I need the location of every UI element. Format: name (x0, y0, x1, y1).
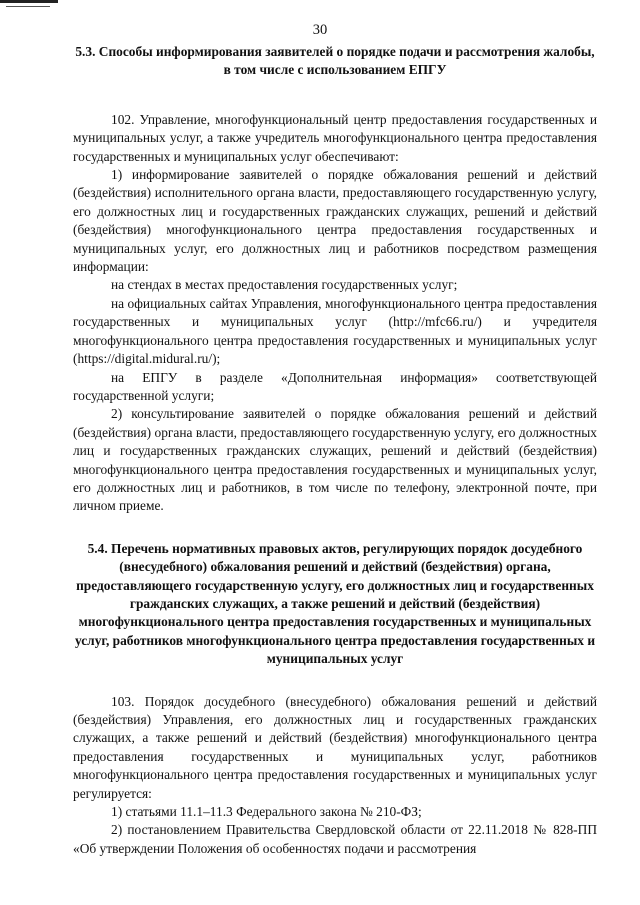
section-5-3-heading: 5.3. Способы информирования заявителей о порядке подачи и рассмотрения жалобы, в том числе с использованием ЕПГУ (75, 44, 595, 78)
paragraph-102-epgu: на ЕПГУ в разделе «Дополнительная информация» соответствующей государственной услуги; (73, 369, 597, 403)
paragraph-102: 102. Управление, многофункциональный центр предоставления государственных и муниципальных услуг, а также учредитель многофункционального центра предоставления государственных и муниципальных услуг обеспечивают: (73, 111, 597, 164)
paragraph-102-item-1: 1) информирование заявителей о порядке обжалования решений и действий (бездействия) исполнительного органа власти, предоставляющего государственную услугу, его должностных лиц и государственных гражданских служащих, решений и действий (бездействия) многофункционального центра предоставления государственных и муниципальных услуг, его должностных лиц и работников посредством размещения информации: (73, 167, 597, 275)
paragraph-102-stands: на стендах в местах предоставления государственных услуг; (111, 277, 458, 293)
scan-corner-mark-line (6, 6, 50, 7)
paragraph-103-item-2: 2) постановлением Правительства Свердловской области от 22.11.2018 № 828-ПП «Об утверждении Положения об особенностях подачи и рассмотрения (73, 822, 597, 856)
section-5-4-heading: 5.4. Перечень нормативных правовых актов, регулирующих порядок досудебного (внесудебного) обжалования решений и действий (бездействия) органа, предоставляющего государственную услугу, его должностных лиц и государственных гражданских служащих, а также решений и действий (бездействия) многофункционального центра предоставления государственных и муниципальных услуг, работников многофункционального центра предоставления государственных и муниципальных услуг (74, 540, 596, 667)
paragraph-102-item-2: 2) консультирование заявителей о порядке обжалования решений и действий (бездействия) органа власти, предоставляющего государственную услугу, его должностных лиц и государственных гражданских служащих, решений и действий (бездействия) многофункционального центра предоставления государственных и муниципальных услуг, его должностных лиц и работников, в том числе по телефону, электронной почте, при личном приеме. (73, 406, 597, 514)
paragraph-102-websites: на официальных сайтах Управления, многофункционального центра предоставления государственных и муниципальных услуг (http://mfc66.ru/) и учредителя многофункционального центра предоставления государственных и муниципальных услуг (https://digital.midural.ru/); (73, 295, 597, 367)
scan-corner-mark (0, 0, 58, 3)
document-body (73, 43, 597, 858)
paragraph-103: 103. Порядок досудебного (внесудебного) обжалования решений и действий (бездействия) Управления, его должностных лиц и государственных гражданских служащих, а также решений и действий (бездействия) многофункционального центра предоставления государственных и муниципальных услуг, работников многофункционального центра предоставления государственных и муниципальных услуг регулируется: (73, 693, 597, 801)
page-number: 30 (312, 22, 328, 38)
paragraph-103-item-1: 1) статьями 11.1–11.3 Федерального закона № 210-ФЗ; (111, 804, 422, 820)
